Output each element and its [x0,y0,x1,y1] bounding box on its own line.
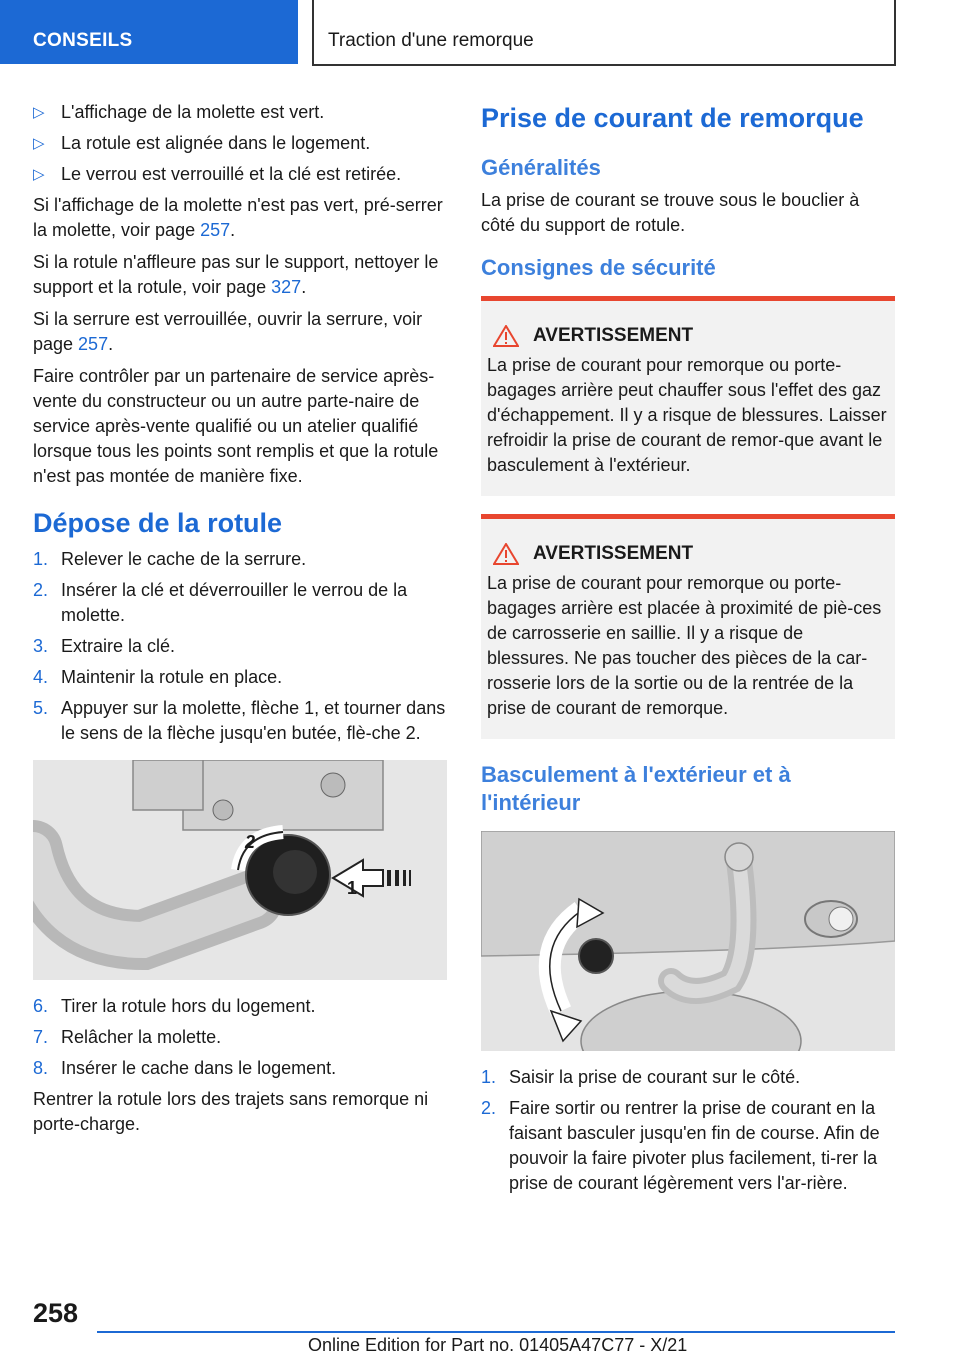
list-item [33,634,447,659]
warning-label: AVERTISSEMENT [533,543,694,564]
paragraph: Si l'affichage de la molette n'est pas vert, pré‐serrer la molette, voir page 257. [33,195,443,240]
step-number: 7. [33,1027,49,1047]
section-heading: Prise de courant de remorque [481,103,864,133]
subsection-heading: Basculement à l'extérieur et à l'intérieur [481,762,791,815]
left-column [33,100,447,1144]
bullet-text: L'affichage de la molette est vert. [61,102,325,122]
tow-ball-illustration [33,760,447,980]
figure-label-two: 2 [245,832,256,852]
subsection-heading: Généralités [481,155,601,180]
chapter-title: Traction d'une remorque [312,0,896,66]
subsection-heading: Consignes de sécurité [481,255,716,280]
warning-header [487,543,887,565]
step-text: Appuyer sur la molette, flèche 1, et tourner dans le sens de la flèche jusqu'en butée, flè‐che 2. [61,698,446,743]
page-link[interactable]: 327 [271,277,302,297]
warning-triangle-icon [493,325,519,347]
list-item [33,1056,447,1081]
list-item [33,696,447,746]
step-text: Extraire la clé. [61,636,176,656]
footer-divider [97,1331,895,1333]
warning-text: La prise de courant pour remorque ou porte-bagages arrière est placée à proximité de piè‐ces de carrosserie en saillie. Il y a risque de blessures. Ne pas toucher des pièces de la car‐rosserie lors de la sortie ou de la rentrée de la prise de courant de remorque. [487,573,882,718]
list-item [481,1065,895,1090]
step-text: Saisir la prise de courant sur le côté. [509,1067,801,1087]
step-number: 4. [33,667,49,687]
step-number: 1. [481,1067,497,1087]
warning-text: La prise de courant pour remorque ou porte-bagages arrière peut chauffer sous l'effet des gaz d'échappement. Il y a risque de blessures. Laisser refroidir la prise de courant de remor‐que avant le basculement à l'extérieur. [487,355,887,475]
list-item [33,100,447,125]
step-text: Insérer la clé et déverrouiller le verrou de la molette. [61,580,408,625]
list-item [33,131,447,156]
step-text: Maintenir la rotule en place. [61,667,283,687]
step-number: 5. [33,698,49,718]
triangle-bullet-icon: ▷ [33,104,45,121]
warning-box [481,296,895,496]
step-number: 1. [33,549,49,569]
paragraph: La prise de courant se trouve sous le bouclier à côté du support de rotule. [481,190,860,235]
warning-triangle-icon [493,543,519,565]
paragraph: Rentrer la rotule lors des trajets sans remorque ni porte-charge. [33,1089,429,1134]
step-text: Tirer la rotule hors du logement. [61,996,316,1016]
step-number: 6. [33,996,49,1016]
warning-label: AVERTISSEMENT [533,325,694,346]
step-number: 2. [481,1098,497,1118]
triangle-bullet-icon: ▷ [33,166,45,183]
step-number: 3. [33,636,49,656]
step-text: Faire sortir ou rentrer la prise de courant en la faisant basculer jusqu'en fin de course. Afin de pouvoir la faire pivoter plus facilement, ti‐rer la prise de courant légèrement vers l'ar‐rière. [509,1098,880,1193]
bullet-text: La rotule est alignée dans le logement. [61,133,371,153]
list-item [33,994,447,1019]
numbered-list [33,547,447,746]
list-item [481,1096,895,1196]
warning-header [487,325,887,347]
numbered-list [33,994,447,1081]
warning-box [481,514,895,739]
socket-swivel-illustration [481,831,895,1051]
step-number: 2. [33,580,49,600]
list-item [33,162,447,187]
section-tab: CONSEILS [0,0,298,64]
bullet-text: Le verrou est verrouillé et la clé est retirée. [61,164,402,184]
numbered-list [481,1065,895,1196]
list-item [33,547,447,572]
list-item [33,1025,447,1050]
paragraph: Si la serrure est verrouillée, ouvrir la serrure, voir page 257. [33,309,423,354]
paragraph: Faire contrôler par un partenaire de service après-vente du constructeur ou un autre parte‐naire de service après-vente qualifié ou un atelier qualifié lorsque tous les points sont remplis et que la rotule n'est pas montée de manière fixe. [33,366,439,486]
right-column [481,102,895,1202]
socket-swivel-figure [481,831,895,1051]
figure-label-one: 1 [347,878,358,898]
step-number: 8. [33,1058,49,1078]
triangle-bullet-icon: ▷ [33,135,45,152]
footer-edition: Online Edition for Part no. 01405A47C77 - X/21 [308,1335,688,1355]
paragraph: Si la rotule n'affleure pas sur le support, nettoyer le support et la rotule, voir page 327. [33,252,439,297]
step-text: Relâcher la molette. [61,1027,222,1047]
page-link[interactable]: 257 [78,334,109,354]
tow-ball-removal-figure [33,760,447,980]
page-number: 258 [33,1298,79,1328]
list-item [33,665,447,690]
step-text: Relever le cache de la serrure. [61,549,307,569]
step-text: Insérer le cache dans le logement. [61,1058,337,1078]
section-heading: Dépose de la rotule [33,508,283,538]
list-item [33,578,447,628]
page-link[interactable]: 257 [200,220,231,240]
